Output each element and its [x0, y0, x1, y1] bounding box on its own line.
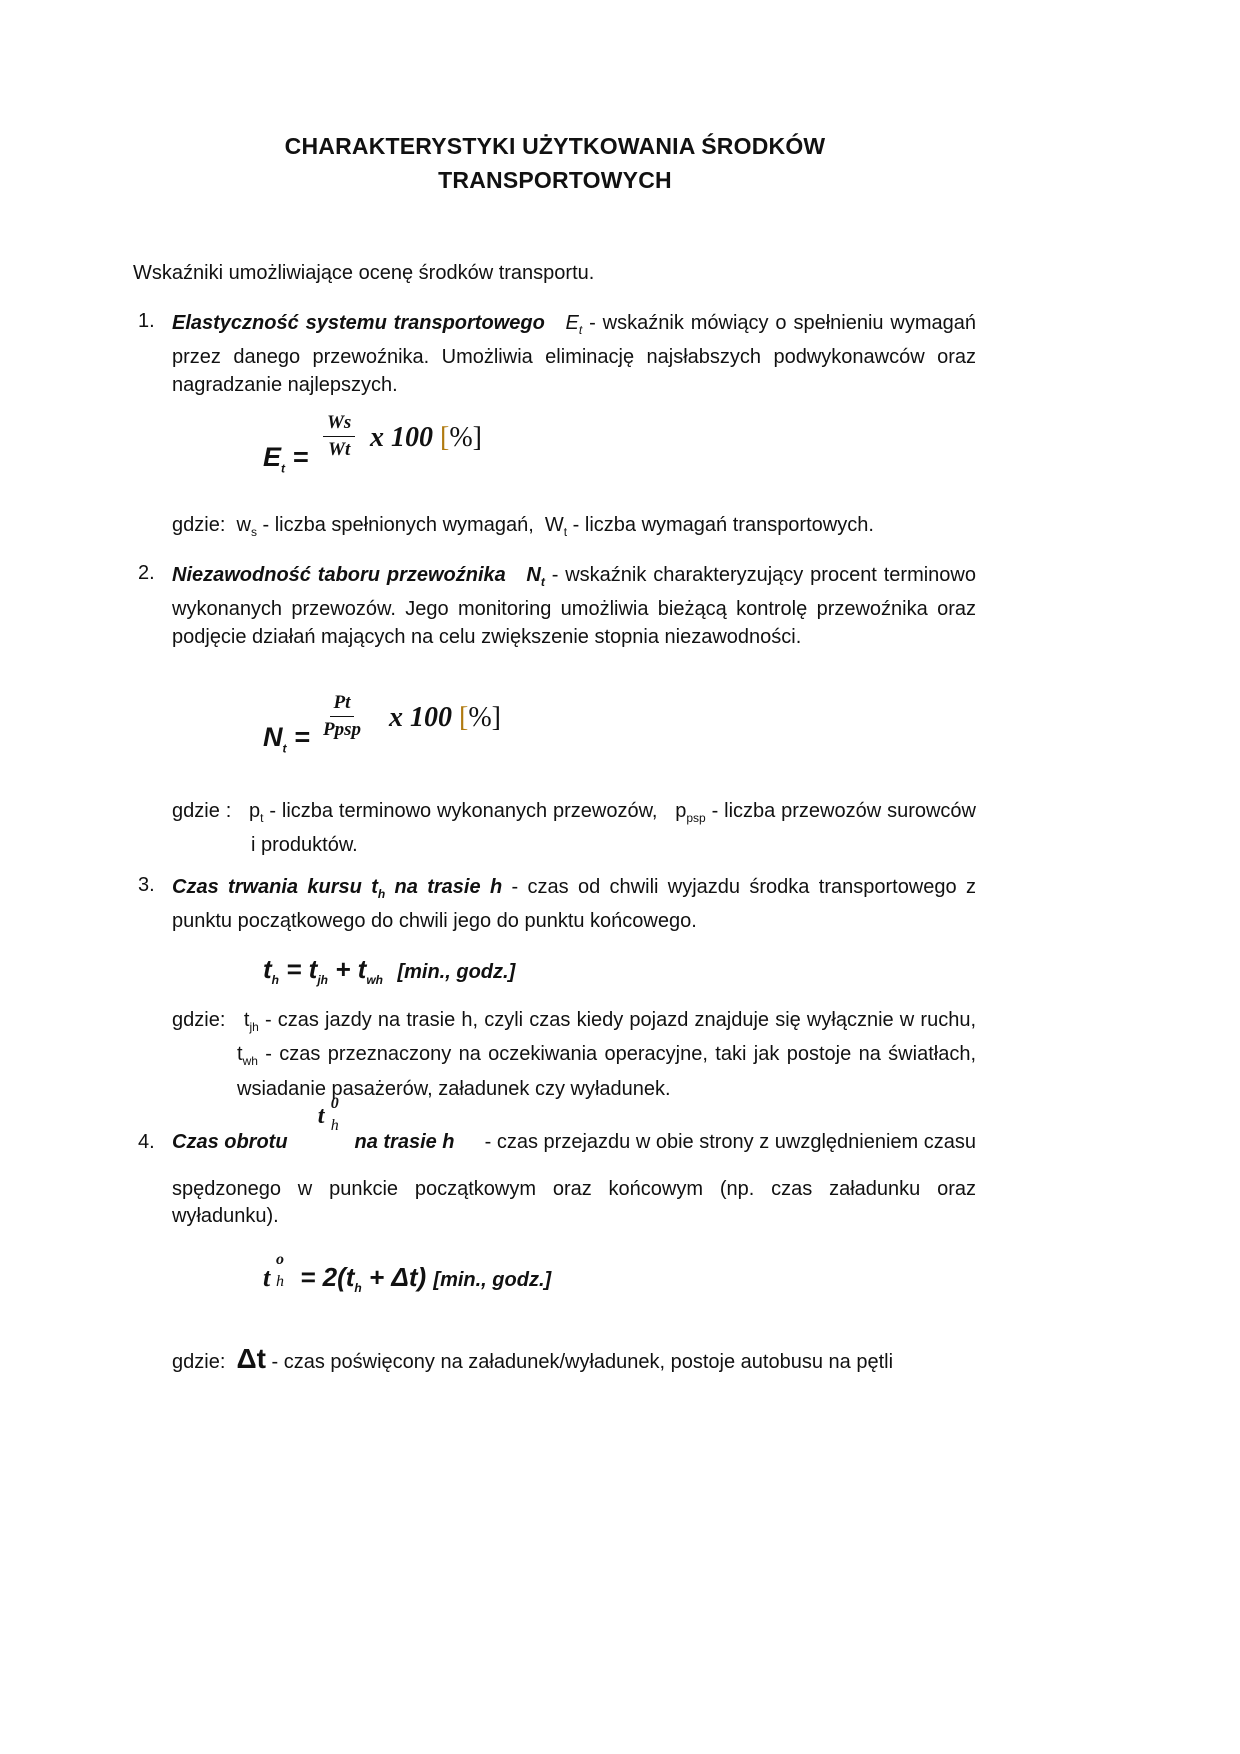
fraction-numerator: Pt [330, 692, 355, 717]
where-label: gdzie: [172, 1351, 226, 1373]
item-description: - wskaźnik charakteryzujący procent terminowo wykonanych przewozów. Jego monitoring umożliwia bieżącą kontrolę przewoźnika oraz podjęcie działań mających na celu zwiększenie stopnia niezawodności. [172, 564, 976, 648]
formula-rhs: = 2(t [300, 1262, 355, 1292]
formula-sub: h [271, 973, 280, 988]
intro-text: Wskaźniki umożliwiające ocenę środków transportu. [133, 262, 595, 284]
var: p [248, 800, 261, 822]
var: t [243, 1009, 250, 1031]
fraction-denominator: Wt [328, 439, 351, 460]
item-name: Niezawodność taboru przewoźnika [172, 564, 506, 586]
var-desc: - czas jazdy na trasie h, czyli czas kiedy pojazd znajduje się wyłącznie w ruchu, [258, 1009, 976, 1031]
formula-term: t [263, 954, 272, 984]
var-sub: jh [249, 1020, 259, 1034]
symbol: N [526, 564, 541, 586]
item-2-paragraph [172, 562, 976, 651]
item-number: 2. [138, 562, 155, 584]
var-sub: t [563, 525, 568, 539]
formula-multiplier: x 100 [389, 702, 452, 733]
formula-plus: + [335, 954, 351, 984]
item-3-paragraph [172, 874, 976, 936]
var-sub: wh [242, 1054, 258, 1069]
where-label: gdzie : [172, 800, 232, 822]
item-description: - wskaźnik mówiący o spełnieniu wymagań przez danego przewoźnika. Umożliwia eliminację najsłabszych podwykonawców oraz nagradzanie najlepszych. [172, 312, 977, 396]
formula-term: t [357, 954, 367, 984]
symbol: E [565, 312, 579, 334]
fraction-numerator: Ws [323, 412, 355, 437]
document-title-line-1: CHARAKTERYSTYKI UŻYTKOWANIA ŚRODKÓW [284, 133, 826, 159]
document-title-line-2: TRANSPORTOWYCH [438, 167, 672, 193]
formula-eq: = [292, 442, 309, 472]
formula-lhs-sub: t [281, 461, 286, 476]
formula-4 [263, 1251, 552, 1296]
bracket-close: ] [491, 702, 501, 733]
var-sub: s [250, 525, 257, 539]
var-sub: t [260, 811, 264, 825]
where-label: gdzie: [172, 1009, 226, 1031]
var-desc: - liczba przewozów surowców i produktów. [251, 800, 976, 857]
item-name: Czas obrotu [172, 1131, 288, 1153]
symbol-sub: t [578, 323, 583, 337]
item-name-tail: na trasie h [354, 1131, 455, 1153]
where-label: gdzie: [172, 514, 226, 536]
item-4-line-1 [172, 1095, 976, 1158]
formula-unit: % [468, 702, 492, 733]
var-desc: - liczba wymagań transportowych. [567, 514, 874, 536]
formula-sub: h [354, 1281, 362, 1296]
item-number: 1. [138, 310, 155, 332]
item-name: Czas trwania kursu $t_h$ na trasie h [172, 876, 503, 901]
formula-lhs: E [263, 442, 282, 472]
item-description: - czas przejazdu w obie strony z uwzględnieniem czasu [484, 1131, 976, 1153]
item-1-paragraph [172, 310, 976, 399]
item-number: 4. [138, 1131, 155, 1153]
var: W [544, 514, 564, 536]
formula-term: t [308, 954, 318, 984]
formula-eq: = [294, 722, 310, 752]
formula-multiplier: x 100 [370, 422, 433, 453]
where-2 [172, 798, 976, 860]
var: t [237, 1043, 243, 1066]
var: Δt [236, 1343, 266, 1374]
where-1 [172, 514, 874, 539]
where-4 [172, 1343, 893, 1375]
symbol-sub: t [540, 575, 545, 589]
bracket-open: [ [459, 702, 469, 733]
var-desc: - czas poświęcony na załadunek/wyładunek, postoje autobusu na pętli [265, 1351, 894, 1373]
var-desc: - liczba terminowo wykonanych przewozów, [263, 800, 658, 822]
bracket-close: ] [472, 422, 482, 453]
formula-lhs-sub: t [282, 741, 287, 756]
fraction-denominator: Ppsp [323, 719, 361, 740]
formula-unit: [min., godz.] [433, 1269, 552, 1291]
formula-sub: jh [317, 973, 329, 988]
where-3 [172, 1007, 976, 1103]
item-number: 3. [138, 874, 155, 896]
formula-rhs: + Δt) [361, 1262, 427, 1292]
formula-eq: = [286, 954, 302, 984]
formula-sub: wh [366, 973, 384, 988]
formula-lhs: N [263, 722, 283, 752]
formula-3 [263, 954, 515, 987]
formula-unit: [min., godz.] [397, 961, 516, 983]
var-desc: - liczba spełnionych wymagań, [256, 514, 534, 536]
var: p [675, 800, 687, 822]
formula-unit: % [449, 422, 473, 453]
var-desc: - czas przeznaczony na oczekiwania operacyjne, taki jak postoje na światłach, wsiadanie pasażerów, załadunek czy wyładunek. [237, 1043, 976, 1100]
item-description: - czas od chwili wyjazdu środka transportowego z punktu początkowego do chwili jego do punktu końcowego. [172, 876, 976, 933]
symbol: t 0 h [317, 1095, 339, 1134]
var-sub: psp [686, 811, 706, 825]
item-name: Elastyczność systemu transportowego [172, 312, 545, 334]
item-4-description: spędzonego w punkcie początkowym oraz końcowym (np. czas załadunku oraz wyładunku). [172, 1178, 976, 1228]
formula-lhs: t o h [263, 1251, 284, 1292]
bracket-open: [ [440, 422, 450, 453]
var: w [236, 514, 251, 536]
